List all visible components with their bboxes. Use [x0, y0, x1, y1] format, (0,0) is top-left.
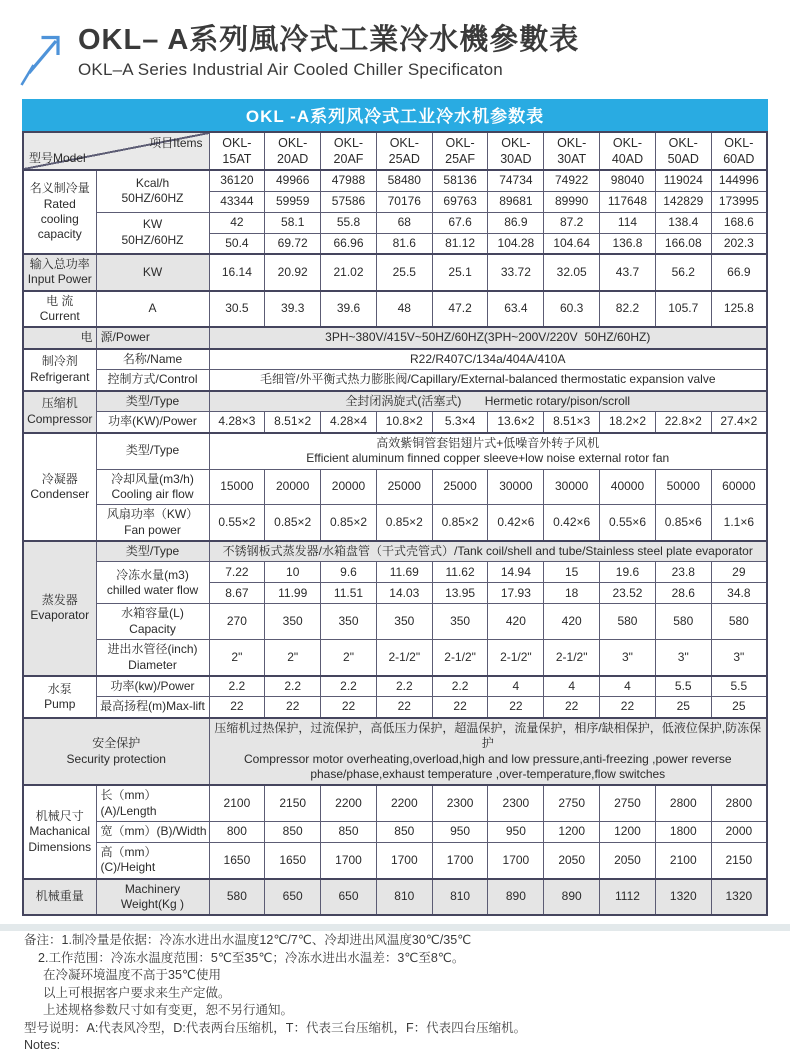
spec-row: [23, 697, 767, 718]
model-header-cell: OKL- 60AD: [711, 132, 767, 170]
value-cell: 17.93: [488, 583, 544, 604]
label-cell: 名义制冷量 Rated cooling capacity: [23, 170, 96, 254]
value-cell: 850: [376, 822, 432, 843]
spec-row: [23, 254, 767, 291]
value-cell: 60000: [711, 469, 767, 505]
value-cell: 70176: [376, 191, 432, 212]
spec-row: [23, 676, 767, 697]
value-cell: 10: [265, 562, 321, 583]
value-cell: 2": [321, 640, 377, 676]
value-cell: 58136: [432, 170, 488, 191]
label-cell: 水箱容量(L) Capacity: [96, 604, 209, 640]
model-header-row: [23, 132, 767, 170]
spec-row: [23, 843, 767, 879]
value-cell: 2000: [711, 822, 767, 843]
value-cell: 18.2×2: [600, 412, 656, 433]
value-cell: 50000: [655, 469, 711, 505]
value-cell: 890: [488, 879, 544, 916]
footer-bar: [0, 924, 790, 931]
span-value-cell: 毛细管/外平衡式热力膨胀阀/Capillary/External-balanced thermostatic expansion valve: [209, 370, 767, 391]
value-cell: 136.8: [600, 233, 656, 254]
value-cell: 20.92: [265, 254, 321, 291]
label-cell: 风扇功率（KW） Fan power: [96, 505, 209, 541]
label-cell: KW 50HZ/60HZ: [96, 212, 209, 254]
value-cell: 22: [209, 697, 265, 718]
value-cell: 4.28×3: [209, 412, 265, 433]
value-cell: 890: [544, 879, 600, 916]
value-cell: 29: [711, 562, 767, 583]
value-cell: 22.8×2: [655, 412, 711, 433]
value-cell: 104.28: [488, 233, 544, 254]
value-cell: 39.6: [321, 291, 377, 328]
value-cell: 125.8: [711, 291, 767, 328]
value-cell: 173995: [711, 191, 767, 212]
value-cell: 580: [655, 604, 711, 640]
spec-row: [23, 505, 767, 541]
model-header-cell: OKL- 30AT: [544, 132, 600, 170]
model-header-cell: OKL- 20AD: [265, 132, 321, 170]
value-cell: 25.1: [432, 254, 488, 291]
value-cell: 22: [488, 697, 544, 718]
value-cell: 74734: [488, 170, 544, 191]
value-cell: 850: [265, 822, 321, 843]
value-cell: 49966: [265, 170, 321, 191]
value-cell: 68: [376, 212, 432, 233]
value-cell: 47.2: [432, 291, 488, 328]
value-cell: 142829: [655, 191, 711, 212]
value-cell: 420: [544, 604, 600, 640]
value-cell: 166.08: [655, 233, 711, 254]
value-cell: 1112: [600, 879, 656, 916]
spec-table: [22, 131, 768, 916]
note-line: 型号说明：A:代表风冷型，D:代表两台压缩机，T：代表三台压缩机，F：代表四台压缩机。: [24, 1020, 527, 1035]
value-cell: 10.8×2: [376, 412, 432, 433]
spec-row: [23, 291, 767, 328]
value-cell: 1700: [321, 843, 377, 879]
value-cell: 63.4: [488, 291, 544, 328]
value-cell: 580: [600, 604, 656, 640]
label-cell: 蒸发器 Evaporator: [23, 541, 96, 676]
value-cell: 66.96: [321, 233, 377, 254]
value-cell: 14.94: [488, 562, 544, 583]
value-cell: 2150: [265, 785, 321, 821]
value-cell: 1320: [711, 879, 767, 916]
value-cell: 4: [488, 676, 544, 697]
value-cell: 高（mm）(C)/Height: [96, 843, 209, 879]
value-cell: 15000: [209, 469, 265, 505]
value-cell: 2050: [600, 843, 656, 879]
value-cell: 50.4: [209, 233, 265, 254]
note-line: 上述规格参数尺寸如有变更，恕不另行通知。: [43, 1003, 294, 1018]
model-header-cell: OKL- 50AD: [655, 132, 711, 170]
corner-model-label: 型号Model: [29, 150, 86, 165]
value-cell: 2750: [544, 785, 600, 821]
value-cell: 202.3: [711, 233, 767, 254]
value-cell: 30.5: [209, 291, 265, 328]
value-cell: KW: [96, 254, 209, 291]
value-cell: 33.72: [488, 254, 544, 291]
value-cell: 0.85×2: [321, 505, 377, 541]
value-cell: 30000: [488, 469, 544, 505]
value-cell: 0.42×6: [488, 505, 544, 541]
value-cell: 机械重量: [23, 879, 96, 916]
span-value-cell: 3PH~380V/415V~50HZ/60HZ(3PH~200V/220V 50HZ/60HZ): [209, 327, 767, 348]
value-cell: A: [96, 291, 209, 328]
label-cell: 制冷剂 Refrigerant: [23, 349, 96, 391]
value-cell: 1800: [655, 822, 711, 843]
spec-row: [23, 349, 767, 370]
value-cell: 800: [209, 822, 265, 843]
spec-row: [23, 604, 767, 640]
label-cell: 冷凝器 Condenser: [23, 433, 96, 541]
value-cell: 21.02: [321, 254, 377, 291]
notes: [24, 932, 790, 1055]
value-cell: 22: [600, 697, 656, 718]
value-cell: 3": [655, 640, 711, 676]
value-cell: 2.2: [321, 676, 377, 697]
value-cell: 11.99: [265, 583, 321, 604]
span-value-cell: 全封闭涡旋式(活塞式) Hermetic rotary/pison/scroll: [209, 391, 767, 412]
corner-items-label: 项目Items: [149, 136, 203, 150]
value-cell: 25000: [432, 469, 488, 505]
value-cell: 117648: [600, 191, 656, 212]
value-cell: 13.95: [432, 583, 488, 604]
value-cell: 104.64: [544, 233, 600, 254]
page-title: OKL– A系列風冷式工業冷水機參數表: [78, 24, 580, 56]
value-cell: 850: [321, 822, 377, 843]
label-cell: 电 流 Current: [23, 291, 96, 328]
value-cell: 22: [376, 697, 432, 718]
value-cell: 810: [432, 879, 488, 916]
span-value-cell: R22/R407C/134a/404A/410A: [209, 349, 767, 370]
span-value-cell: 高效紫铜管套铝翅片式+低噪音外转子风机 Efficient aluminum finned copper sleeve+low noise external rotor fan: [209, 433, 767, 469]
table-banner: OKL -A系列风冷式工业冷水机参数表: [22, 99, 768, 131]
value-cell: 66.9: [711, 254, 767, 291]
value-cell: 89990: [544, 191, 600, 212]
value-cell: 114: [600, 212, 656, 233]
value-cell: 1650: [265, 843, 321, 879]
value-cell: 350: [265, 604, 321, 640]
value-cell: 1320: [655, 879, 711, 916]
value-cell: 81.6: [376, 233, 432, 254]
value-cell: 2-1/2": [544, 640, 600, 676]
spec-table-body: [23, 132, 767, 915]
value-cell: 810: [376, 879, 432, 916]
spec-row: [23, 170, 767, 191]
value-cell: 22: [544, 697, 600, 718]
page-header: [0, 0, 790, 86]
value-cell: 2750: [600, 785, 656, 821]
value-cell: 950: [488, 822, 544, 843]
span-value-cell: 压缩机过热保护，过流保护，高低压力保护，超温保护，流量保护，相序/缺相保护，低液位保护,防冻保护 Compressor motor overheating,overload,high and low pressure,anti-freezing ,power reverse phase/phase,exhaust temperature ,over-temperature,flow switches: [209, 718, 767, 785]
note-line: 在冷凝环境温度不高于35℃使用: [43, 968, 221, 983]
value-cell: 2.2: [376, 676, 432, 697]
value-cell: 1700: [376, 843, 432, 879]
value-cell: 4: [600, 676, 656, 697]
value-cell: 36120: [209, 170, 265, 191]
value-cell: 5.5: [711, 676, 767, 697]
spec-row: [23, 879, 767, 916]
value-cell: 0.85×2: [432, 505, 488, 541]
value-cell: 270: [209, 604, 265, 640]
value-cell: 43.7: [600, 254, 656, 291]
value-cell: 功率(kw)/Power: [96, 676, 209, 697]
model-header-cell: OKL- 40AD: [600, 132, 656, 170]
spec-row: [23, 391, 767, 412]
label-cell: 进出水管径(inch) Diameter: [96, 640, 209, 676]
value-cell: 2-1/2": [432, 640, 488, 676]
model-header-cell: OKL- 15AT: [209, 132, 265, 170]
value-cell: 8.67: [209, 583, 265, 604]
value-cell: 8.51×3: [544, 412, 600, 433]
value-cell: 9.6: [321, 562, 377, 583]
note-line: 备注：1.制冷量是依据：冷冻水进出水温度12℃/7℃、冷却进出风温度30℃/35℃: [24, 933, 472, 948]
spec-row: [23, 370, 767, 391]
value-cell: 11.62: [432, 562, 488, 583]
label-cell: 机械尺寸 Machanical Dimensions: [23, 785, 96, 878]
value-cell: 650: [321, 879, 377, 916]
value-cell: 22: [321, 697, 377, 718]
value-cell: 1.1×6: [711, 505, 767, 541]
value-cell: 5.3×4: [432, 412, 488, 433]
value-cell: 名称/Name: [96, 349, 209, 370]
value-cell: 电: [23, 327, 96, 348]
value-cell: 138.4: [655, 212, 711, 233]
value-cell: 40000: [600, 469, 656, 505]
value-cell: 类型/Type: [96, 541, 209, 562]
label-cell: Machinery Weight(Kg ): [96, 879, 209, 916]
value-cell: 0.55×2: [209, 505, 265, 541]
value-cell: 56.2: [655, 254, 711, 291]
value-cell: 42: [209, 212, 265, 233]
spec-row: [23, 433, 767, 469]
spec-table-wrap: [22, 99, 768, 916]
label-cell: 水泵 Pump: [23, 676, 96, 718]
value-cell: 1200: [600, 822, 656, 843]
page-subtitle: OKL–A Series Industrial Air Cooled Chiller Specificaton: [78, 60, 503, 80]
spec-row: [23, 212, 767, 233]
value-cell: 32.05: [544, 254, 600, 291]
value-cell: 控制方式/Control: [96, 370, 209, 391]
value-cell: 69.72: [265, 233, 321, 254]
value-cell: 2300: [432, 785, 488, 821]
value-cell: 25: [711, 697, 767, 718]
value-cell: 60.3: [544, 291, 600, 328]
value-cell: 16.14: [209, 254, 265, 291]
value-cell: 19.6: [600, 562, 656, 583]
value-cell: 58.1: [265, 212, 321, 233]
value-cell: 105.7: [655, 291, 711, 328]
label-cell: 冷却风量(m3/h) Cooling air flow: [96, 469, 209, 505]
value-cell: 74922: [544, 170, 600, 191]
note-line: 以上可根据客户要求来生产定做。: [43, 985, 231, 1000]
value-cell: 最高扬程(m)Max-lift: [96, 697, 209, 718]
label-cell: 压缩机 Compressor: [23, 391, 96, 433]
value-cell: 3": [711, 640, 767, 676]
value-cell: 15: [544, 562, 600, 583]
value-cell: 580: [209, 879, 265, 916]
value-cell: 350: [432, 604, 488, 640]
spec-row: [23, 469, 767, 505]
value-cell: 580: [711, 604, 767, 640]
value-cell: 4.28×4: [321, 412, 377, 433]
value-cell: 89681: [488, 191, 544, 212]
brand-arrow-icon: [18, 28, 72, 86]
value-cell: 2": [265, 640, 321, 676]
spec-row: [23, 822, 767, 843]
value-cell: 27.4×2: [711, 412, 767, 433]
value-cell: 86.9: [488, 212, 544, 233]
value-cell: 18: [544, 583, 600, 604]
value-cell: 2800: [711, 785, 767, 821]
value-cell: 28.6: [655, 583, 711, 604]
value-cell: 11.51: [321, 583, 377, 604]
value-cell: 350: [321, 604, 377, 640]
value-cell: 8.51×2: [265, 412, 321, 433]
value-cell: 2": [209, 640, 265, 676]
value-cell: 1700: [488, 843, 544, 879]
value-cell: 87.2: [544, 212, 600, 233]
value-cell: 2-1/2": [376, 640, 432, 676]
value-cell: 22: [265, 697, 321, 718]
model-header-cell: OKL- 25AF: [432, 132, 488, 170]
value-cell: 3": [600, 640, 656, 676]
value-cell: 168.6: [711, 212, 767, 233]
model-header-cell: OKL- 20AF: [321, 132, 377, 170]
label-cell: Kcal/h 50HZ/60HZ: [96, 170, 209, 212]
spec-row: [23, 562, 767, 583]
value-cell: 57586: [321, 191, 377, 212]
value-cell: 安全保护 Security protection: [23, 718, 209, 785]
value-cell: 0.85×2: [376, 505, 432, 541]
value-cell: 类型/Type: [96, 433, 209, 469]
value-cell: 13.6×2: [488, 412, 544, 433]
value-cell: 1200: [544, 822, 600, 843]
value-cell: 69763: [432, 191, 488, 212]
value-cell: 81.12: [432, 233, 488, 254]
value-cell: 34.8: [711, 583, 767, 604]
value-cell: 23.8: [655, 562, 711, 583]
value-cell: 2.2: [432, 676, 488, 697]
spec-row: [23, 785, 767, 821]
note-line: Notes:: [24, 1038, 61, 1053]
value-cell: 2050: [544, 843, 600, 879]
value-cell: 2200: [376, 785, 432, 821]
value-cell: 0.42×6: [544, 505, 600, 541]
value-cell: 2300: [488, 785, 544, 821]
value-cell: 类型/Type: [96, 391, 209, 412]
span-value-cell: 不锈钢板式蒸发器/水箱盘管（干式壳管式）/Tank coil/shell and tube/Stainless steel plate evaporator: [209, 541, 767, 562]
label-cell: 输入总功率 Input Power: [23, 254, 96, 291]
value-cell: 7.22: [209, 562, 265, 583]
model-header-cell: OKL- 25AD: [376, 132, 432, 170]
value-cell: 2.2: [265, 676, 321, 697]
value-cell: 宽（mm）(B)/Width: [96, 822, 209, 843]
value-cell: 22: [432, 697, 488, 718]
value-cell: 2150: [711, 843, 767, 879]
value-cell: 5.5: [655, 676, 711, 697]
value-cell: 长（mm）(A)/Length: [96, 785, 209, 821]
value-cell: 420: [488, 604, 544, 640]
spec-row: [23, 718, 767, 785]
value-cell: 98040: [600, 170, 656, 191]
value-cell: 2100: [209, 785, 265, 821]
value-cell: 48: [376, 291, 432, 328]
value-cell: 0.55×6: [600, 505, 656, 541]
value-cell: 39.3: [265, 291, 321, 328]
value-cell: 350: [376, 604, 432, 640]
spec-row: [23, 412, 767, 433]
value-cell: 82.2: [600, 291, 656, 328]
value-cell: 650: [265, 879, 321, 916]
value-cell: 25: [655, 697, 711, 718]
value-cell: 950: [432, 822, 488, 843]
value-cell: 43344: [209, 191, 265, 212]
value-cell: 2.2: [209, 676, 265, 697]
value-cell: 2100: [655, 843, 711, 879]
title-block: [78, 24, 579, 80]
value-cell: 144996: [711, 170, 767, 191]
model-header-cell: OKL- 30AD: [488, 132, 544, 170]
value-cell: 11.69: [376, 562, 432, 583]
spec-row: [23, 640, 767, 676]
spec-row: [23, 541, 767, 562]
spec-row: [23, 327, 767, 348]
value-cell: 1700: [432, 843, 488, 879]
value-cell: 2200: [321, 785, 377, 821]
value-cell: 47988: [321, 170, 377, 191]
value-cell: 30000: [544, 469, 600, 505]
value-cell: 55.8: [321, 212, 377, 233]
label-cell: 冷冻水量(m3) chilled water flow: [96, 562, 209, 604]
note-line: 2.工作范围：冷冻水温度范围：5℃至35℃；冷冻水进出水温差：3℃至8℃。: [38, 950, 465, 965]
value-cell: 20000: [321, 469, 377, 505]
value-cell: 0.85×6: [655, 505, 711, 541]
value-cell: 119024: [655, 170, 711, 191]
value-cell: 67.6: [432, 212, 488, 233]
value-cell: 23.52: [600, 583, 656, 604]
value-cell: 25000: [376, 469, 432, 505]
value-cell: 25.5: [376, 254, 432, 291]
value-cell: 功率(KW)/Power: [96, 412, 209, 433]
value-cell: 14.03: [376, 583, 432, 604]
value-cell: 58480: [376, 170, 432, 191]
value-cell: 2800: [655, 785, 711, 821]
value-cell: 0.85×2: [265, 505, 321, 541]
corner-cell: [23, 132, 209, 170]
value-cell: 59959: [265, 191, 321, 212]
value-cell: 4: [544, 676, 600, 697]
value-cell: 2-1/2": [488, 640, 544, 676]
value-cell: 1650: [209, 843, 265, 879]
value-cell: 20000: [265, 469, 321, 505]
value-cell: 源/Power: [96, 327, 209, 348]
